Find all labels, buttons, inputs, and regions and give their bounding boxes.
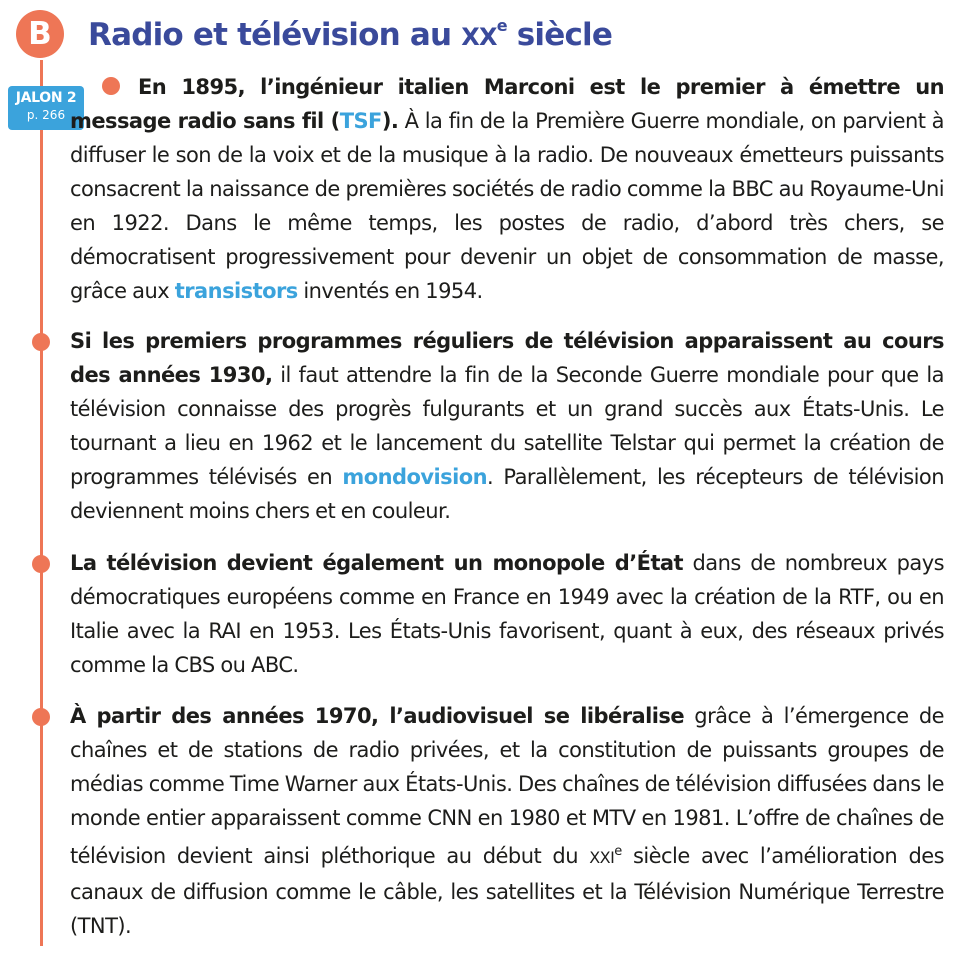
- paragraph-4-text-1: grâce à l’émergence de chaînes et de stations de radio privées, et la constitution de puissants groupes de médias comme Time Warner aux États-Unis. Des chaînes de télévision diffusées dans le monde entier apparaissent comme CNN en 1980 et MTV en 1981. L’offre de chaînes de télévision devient ainsi pléthorique au début du: [70, 704, 944, 868]
- title-pre: Radio et télévision au: [88, 16, 462, 53]
- paragraph-3-text: dans de nombreux pays démocratiques européens comme en France en 1949 avec la création de la RTF, ou en Italie avec la RAI en 1953. Les États-Unis favorisent, quant à eux, des réseaux privés comme la CBS ou ABC.: [70, 551, 944, 677]
- section-badge: B: [16, 10, 64, 58]
- paragraph-2-text-2: . Parallèlement, les récepteurs de télévision deviennent moins chers et en couleur.: [70, 465, 944, 523]
- paragraph-1-text-2: inventés en 1954.: [297, 279, 483, 303]
- section-title: [88, 16, 612, 53]
- paragraph-4-lead: À partir des années 1970, l’audiovisuel se libéralise: [70, 704, 685, 728]
- paragraph-4-text-2: siècle avec l’amélioration des canaux de diffusion comme le câble, les satellites et la Télévision Numérique Terrestre (TNT).: [70, 844, 944, 938]
- paragraph-4-century: XXI: [589, 848, 615, 867]
- timeline-line: [40, 60, 43, 946]
- term-mondovision[interactable]: mondovision: [342, 465, 488, 489]
- paragraph-4: [70, 699, 944, 943]
- title-century: XX: [461, 22, 497, 51]
- paragraph-2-lead: Si les premiers programmes réguliers de télévision apparaissent au cours des années 1930,: [70, 329, 944, 387]
- paragraph-2-text-1: il faut attendre la fin de la Seconde Guerre mondiale pour que la télévision connaisse des progrès fulgurants et un grand succès aux États-Unis. Le tournant a lieu en 1962 et le lancement du satellite Telstar qui permet la création de programmes télévisés en: [70, 363, 944, 489]
- paragraph-2: [70, 324, 944, 528]
- bullet-dot-3: [32, 555, 50, 573]
- paragraph-3-lead: La télévision devient également un monopole d’État: [70, 551, 684, 575]
- jalon-label: JALON 2: [15, 90, 77, 106]
- bullet-dot-4: [32, 708, 50, 726]
- paragraph-1-lead: En 1895, l’ingénieur italien Marconi est le premier à émettre un message radio sans fil (: [70, 75, 944, 133]
- paragraph-1: [70, 70, 944, 308]
- jalon-page: p. 266: [26, 108, 66, 122]
- bullet-dot-2: [32, 333, 50, 351]
- paragraph-1-lead-end: ).: [381, 109, 399, 133]
- section-header: [16, 8, 612, 60]
- paragraph-1-text-1: À la fin de la Première Guerre mondiale, on parvient à diffuser le son de la voix et de la musique à la radio. De nouveaux émetteurs puissants consacrent la naissance de premières sociétés de radio comme la BBC au Royaume-Uni en 1922. Dans le même temps, les postes de radio, d’abord très chers, se démocratisent progressivement pour devenir un objet de consommation de masse, grâce aux: [70, 109, 944, 303]
- title-century-sup: e: [496, 15, 507, 35]
- paragraph-3: [70, 546, 944, 682]
- title-post: siècle: [506, 16, 613, 53]
- paragraph-4-century-sup: e: [614, 844, 622, 859]
- term-transistors[interactable]: transistors: [174, 279, 298, 303]
- term-tsf[interactable]: TSF: [339, 109, 382, 133]
